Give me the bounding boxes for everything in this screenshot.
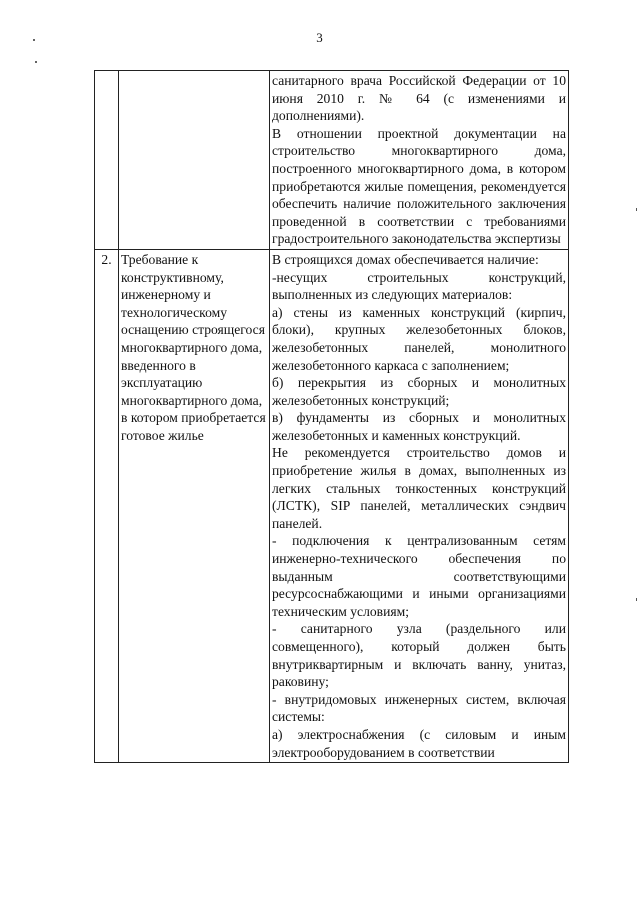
description-paragraph: В строящихся домах обеспечивается наличие: (272, 251, 539, 267)
description-paragraph: а) стены из каменных конструкций (кирпич, блоки), крупных железобетонных блоков, железобетонных панелей, монолитного железобетонного каркаса с заполнением; (272, 304, 566, 373)
description-paragraph: в) фундаменты из сборных и монолитных железобетонных и каменных конструкций. (272, 410, 566, 443)
requirement-cell: Требование к конструктивному, инженерному и технологическому оснащению строящегося многоквартирного дома, введенного в эксплуатацию многоквартирного дома, в котором приобретается готовое жилье (119, 249, 270, 762)
description-paragraph: Не рекомендуется строительство домов и приобретение жилья в домах, выполненных из легких стальных тонкостенных конструкций (ЛСТК), SIP панелей, металлических сэндвич панелей. (272, 445, 566, 531)
row-number (95, 71, 119, 250)
description-paragraph: - подключения к централизованным сетям инженерно-технического обеспечения по выданным соответствующими ресурсоснабжающими и иными организациями техническим условиям; (272, 533, 566, 619)
description-paragraph: санитарного врача Российской Федерации от 10 июня 2010 г. № 64 (с изменениями и дополнениями). (272, 73, 566, 124)
description-paragraph: - санитарного узла (раздельного или совмещенного), который должен быть внутриквартирным и включать ванну, унитаз, раковину; (272, 621, 566, 690)
description-paragraph: а) электроснабжения (с силовым и иным электрооборудованием в соответствии (272, 726, 566, 760)
page-number: 3 (316, 30, 323, 45)
scan-speck (33, 39, 35, 41)
requirements-table (94, 70, 569, 763)
description-paragraph: - внутридомовых инженерных систем, включая системы: (272, 691, 566, 725)
table-row (95, 249, 569, 762)
requirement-cell (119, 71, 270, 250)
table-row (95, 71, 569, 250)
scan-edge-mark (636, 598, 637, 601)
description-paragraph: В отношении проектной документации на строительство многоквартирного дома, построенного многоквартирного дома, в котором приобретаются жилые помещения, рекомендуется обеспечить наличие положительного заключения проведенной в соответствии с требованиями градостроительного законодательства экспертизы (272, 125, 566, 247)
row-number: 2. (95, 249, 119, 762)
scan-edge-mark (636, 208, 637, 211)
description-paragraph: -несущих строительных конструкций, выполненных из следующих материалов: (272, 269, 566, 303)
description-paragraph: б) перекрытия из сборных и монолитных железобетонных конструкций; (272, 375, 566, 408)
description-cell (270, 71, 569, 250)
scan-speck (35, 61, 37, 63)
description-cell (270, 249, 569, 762)
